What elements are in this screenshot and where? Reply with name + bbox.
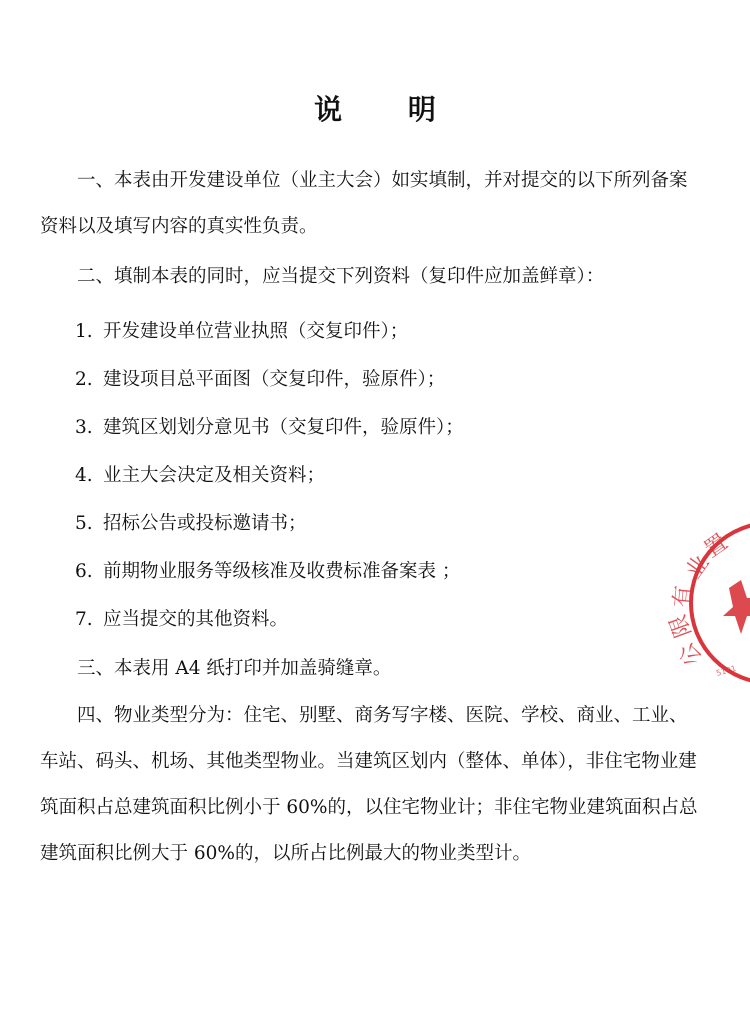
- list-item: [75, 452, 464, 500]
- list-item: [75, 500, 464, 548]
- list-item-number: 7.: [75, 609, 93, 630]
- paragraph-4: 四、物业类型分为：住宅、别墅、商务写字楼、医院、学校、商业、工业、车站、码头、机场、其他类型物业。当建筑区划内（整体、单体），非住宅物业建筑面积占总建筑面积比例小于 60%的，以住宅物业计；非住宅物业建筑面积占总建筑面积比例大于 60%的，以所占比例最大的物业类型计。: [40, 705, 698, 864]
- list-item-text: 招标公告或投标邀请书；: [103, 513, 307, 534]
- list-item-number: 5.: [75, 513, 93, 534]
- svg-text:5101: 5101: [715, 663, 738, 678]
- list-item-number: 3.: [75, 417, 93, 438]
- list-item-number: 1.: [75, 321, 93, 342]
- list-item: [75, 356, 464, 404]
- list-item-number: 6.: [75, 561, 93, 582]
- paragraph-1: 一、本表由开发建设单位（业主大会）如实填制，并对提交的以下所列备案资料以及填写内容的真实性负责。: [40, 170, 688, 237]
- list-item-text: 建设项目总平面图（交复印件，验原件）；: [103, 369, 446, 390]
- company-seal-stamp: [665, 518, 750, 688]
- paragraph-3: 三、本表用 A4 纸打印并加盖骑缝章。: [77, 658, 392, 679]
- svg-text:置: 置: [700, 529, 733, 563]
- paragraph-2: 二、填制本表的同时，应当提交下列资料（复印件应加盖鲜章）：: [77, 266, 605, 287]
- list-item: [75, 548, 464, 596]
- list-item-text: 应当提交的其他资料。: [103, 609, 289, 630]
- list-item: [75, 596, 464, 644]
- list-item-text: 前期物业服务等级核准及收费标准备案表 ；: [103, 561, 461, 582]
- list-item-text: 业主大会决定及相关资料；: [103, 465, 326, 486]
- seal-icon: [665, 518, 750, 688]
- page-title: 说 明: [314, 93, 464, 126]
- list-item-text: 开发建设单位营业执照（交复印件）；: [103, 321, 409, 342]
- required-materials-list: [75, 308, 464, 644]
- svg-text:公: 公: [674, 637, 708, 671]
- list-item-number: 4.: [75, 465, 93, 486]
- list-item: [75, 308, 464, 356]
- svg-text:限: 限: [665, 611, 697, 641]
- list-item: [75, 404, 464, 452]
- svg-text:有: 有: [670, 584, 697, 609]
- list-item-text: 建筑区划划分意见书（交复印件，验原件）；: [103, 417, 464, 438]
- list-item-number: 2.: [75, 369, 93, 390]
- svg-text:业: 业: [681, 551, 715, 584]
